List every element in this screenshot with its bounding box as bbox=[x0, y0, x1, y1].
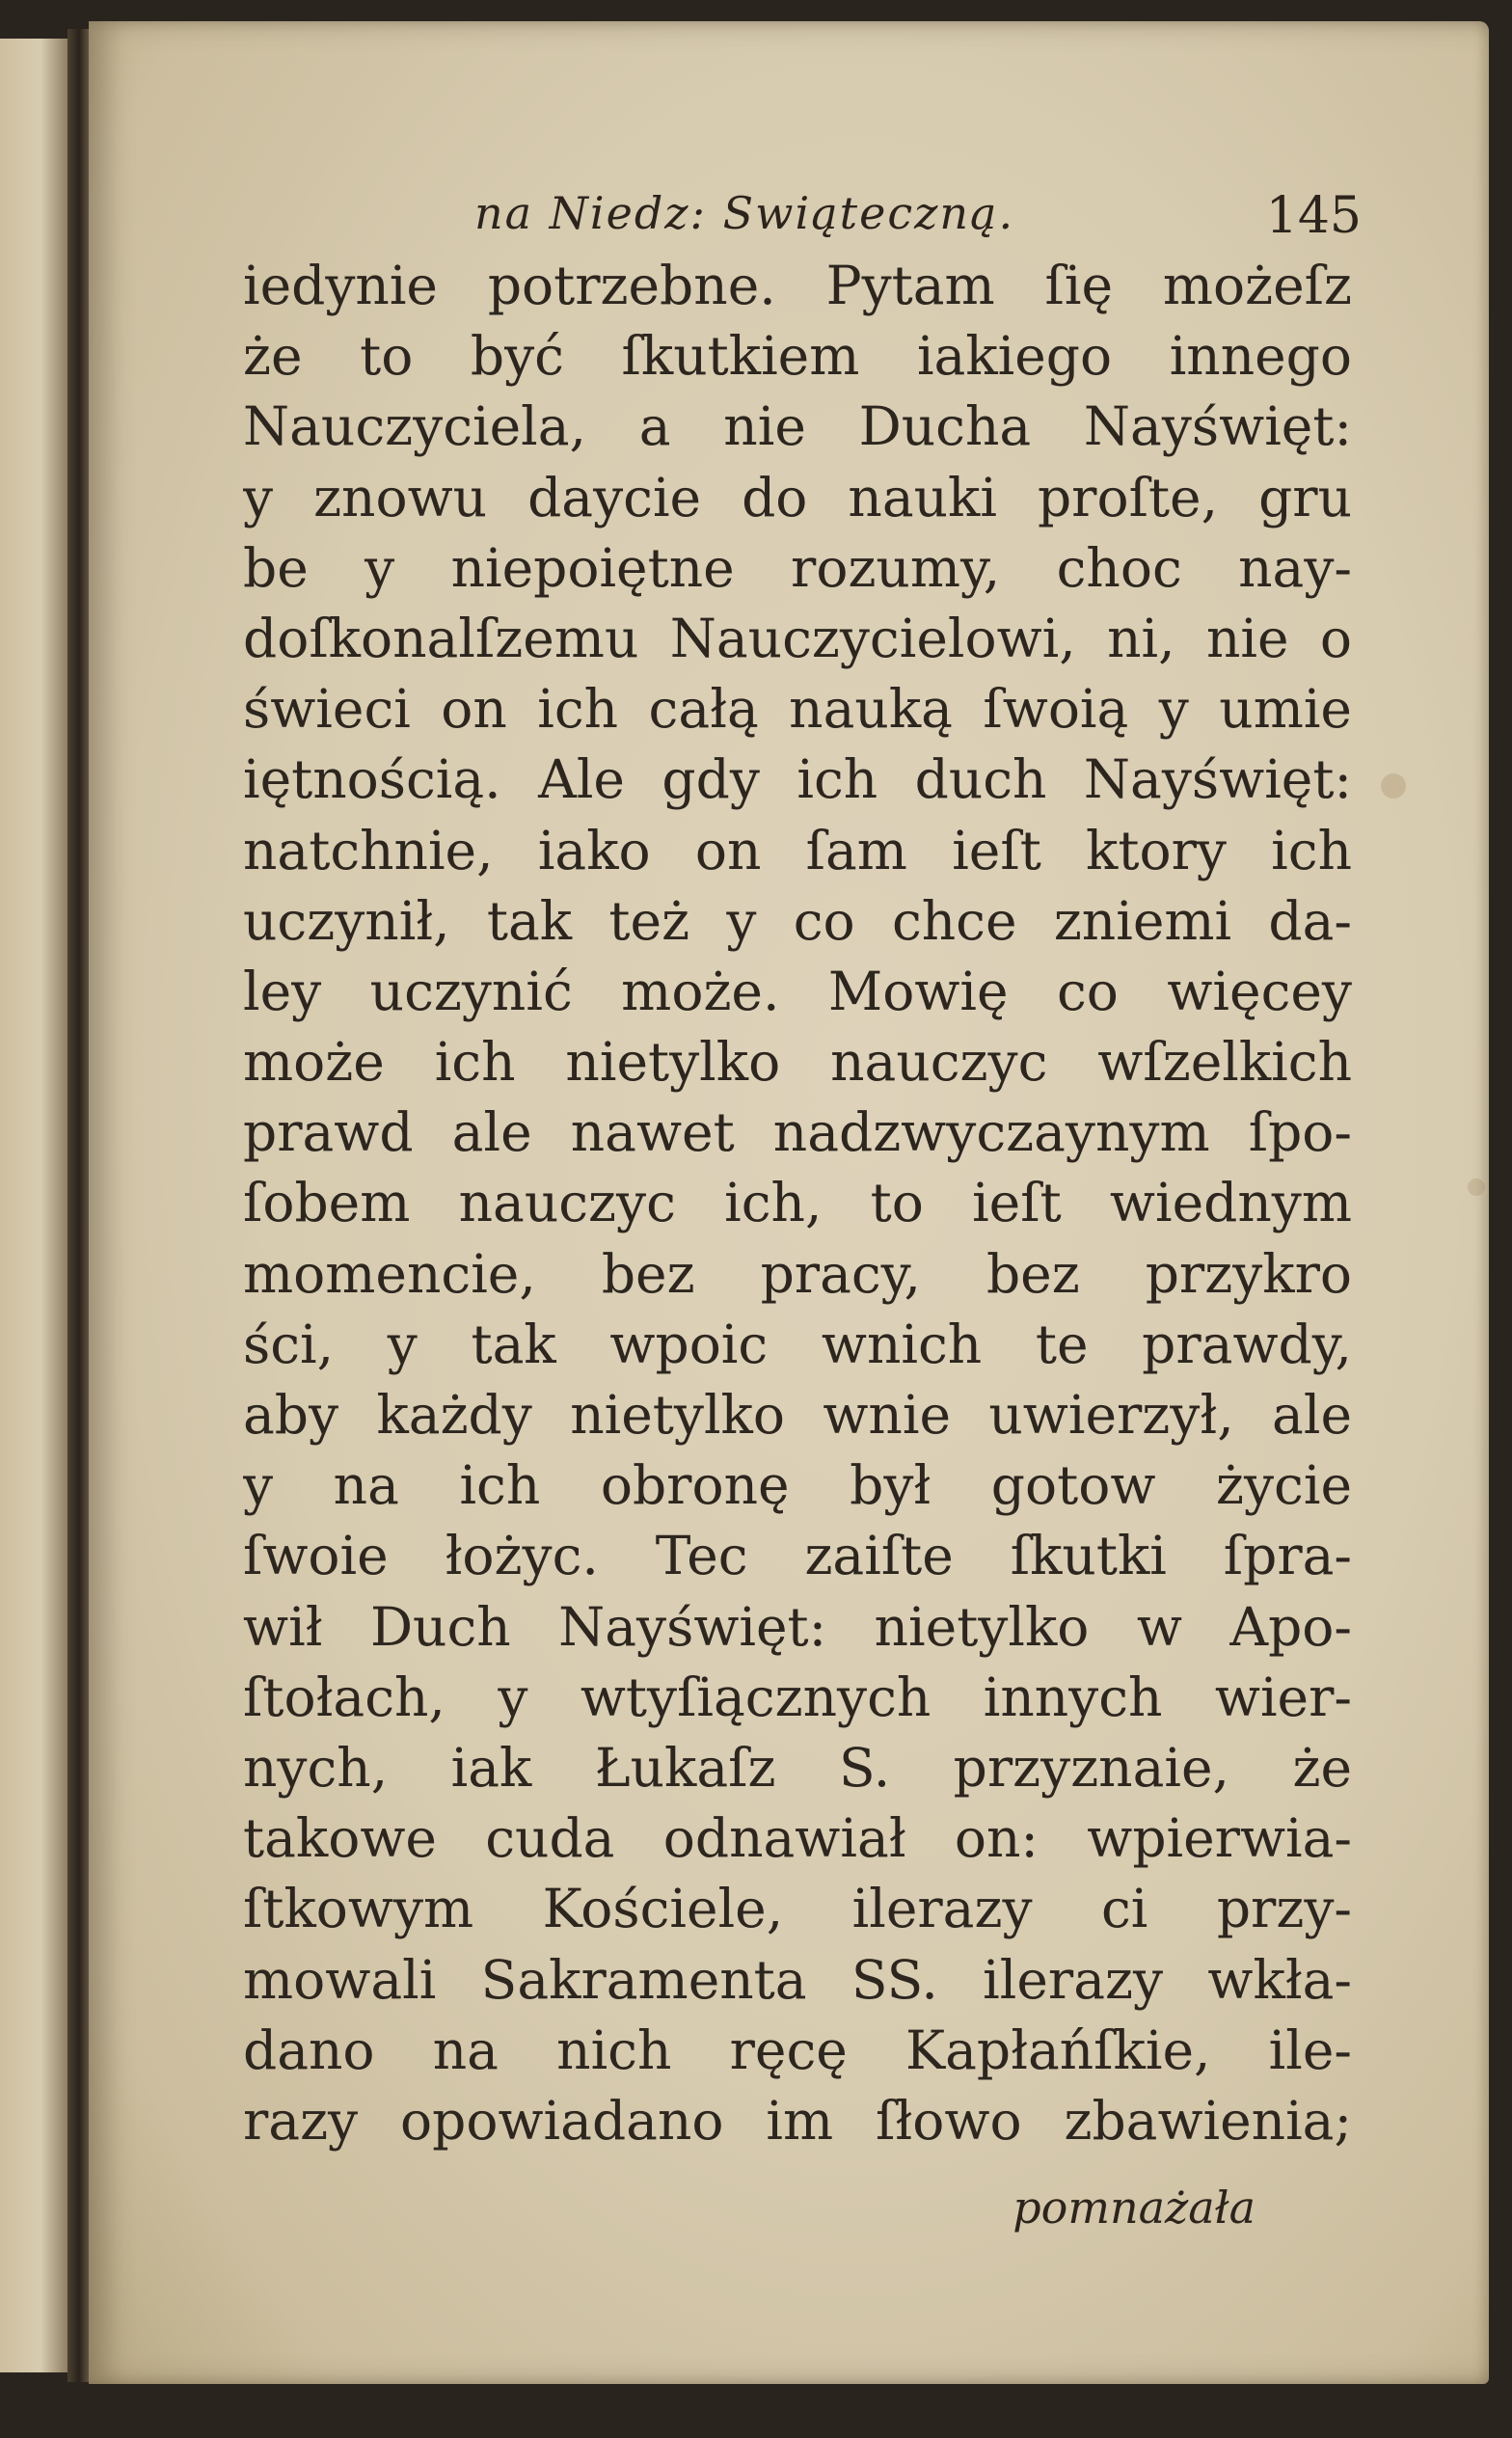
text-line: takowe cuda odnawiał on: wpierwia- bbox=[243, 1807, 1352, 1870]
text-line: ſtkowym Kościele, ilerazy ci przy- bbox=[243, 1878, 1352, 1940]
text-line: mowali Sakramenta SS. ilerazy wkła- bbox=[243, 1948, 1352, 2011]
text-line: iętnością. Ale gdy ich duch Nayświęt: bbox=[243, 748, 1352, 811]
text-line: aby każdy nietylko wnie uwierzył, ale bbox=[243, 1384, 1352, 1446]
text-line: może ich nietylko nauczyc wſzelkich bbox=[243, 1031, 1352, 1094]
text-line: wił Duch Nayświęt: nietylko w Apo- bbox=[243, 1595, 1352, 1658]
text-line: ſwoie łożyc. Tec zaiſte ſkutki ſpra- bbox=[243, 1525, 1352, 1587]
text-line: ley uczynić może. Mowię co więcey bbox=[243, 960, 1352, 1022]
text-line: że to być ſkutkiem iakiego innego bbox=[243, 325, 1352, 388]
text-line: nych, iak Łukaſz S. przyznaie, że bbox=[243, 1736, 1352, 1799]
catchword: pomnażała bbox=[1012, 2181, 1256, 2234]
text-line: y znowu daycie do nauki proſte, gru bbox=[243, 466, 1352, 528]
text-line: momencie, bez pracy, bez przykro bbox=[243, 1242, 1352, 1305]
paper-stain bbox=[1381, 773, 1406, 799]
running-head: na Niedz: Swiąteczną. bbox=[474, 187, 1015, 239]
text-line: doſkonalſzemu Nauczycielowi, ni, nie o bbox=[243, 607, 1352, 669]
text-line: ści, y tak wpoic wnich te prawdy, bbox=[243, 1313, 1352, 1375]
text-line: natchnie, iako on ſam ieſt ktory ich bbox=[243, 819, 1352, 881]
text-line: y na ich obronę był gotow życie bbox=[243, 1454, 1352, 1517]
paper-stain bbox=[1468, 1178, 1485, 1196]
text-line: be y niepoiętne rozumy, choc nay- bbox=[243, 536, 1352, 599]
text-line: dano na nich ręcę Kapłańſkie, ile- bbox=[243, 2018, 1352, 2081]
text-line: ſobem nauczyc ich, to ieſt wiednym bbox=[243, 1172, 1352, 1234]
page-header bbox=[474, 187, 1362, 255]
text-line: iedynie potrzebne. Pytam ſię możeſz bbox=[243, 255, 1352, 316]
book-gutter bbox=[68, 29, 91, 2382]
text-line: prawd ale nawet nadzwyczaynym ſpo- bbox=[243, 1101, 1352, 1164]
facing-page-edge bbox=[0, 39, 68, 2372]
page-number: 145 bbox=[1265, 187, 1362, 245]
text-line: Nauczyciela, a nie Ducha Nayświęt: bbox=[243, 395, 1352, 458]
text-line: uczynił, tak też y co chce zniemi da- bbox=[243, 889, 1352, 952]
text-line: świeci on ich całą nauką ſwoią y umie bbox=[243, 678, 1352, 741]
text-line: razy opowiadano im ſłowo zbawienia; bbox=[243, 2089, 1352, 2152]
book-page bbox=[89, 21, 1489, 2384]
body-text bbox=[243, 251, 1352, 2156]
text-line: ſtołach, y wtyſiącznych innych wier- bbox=[243, 1666, 1352, 1728]
